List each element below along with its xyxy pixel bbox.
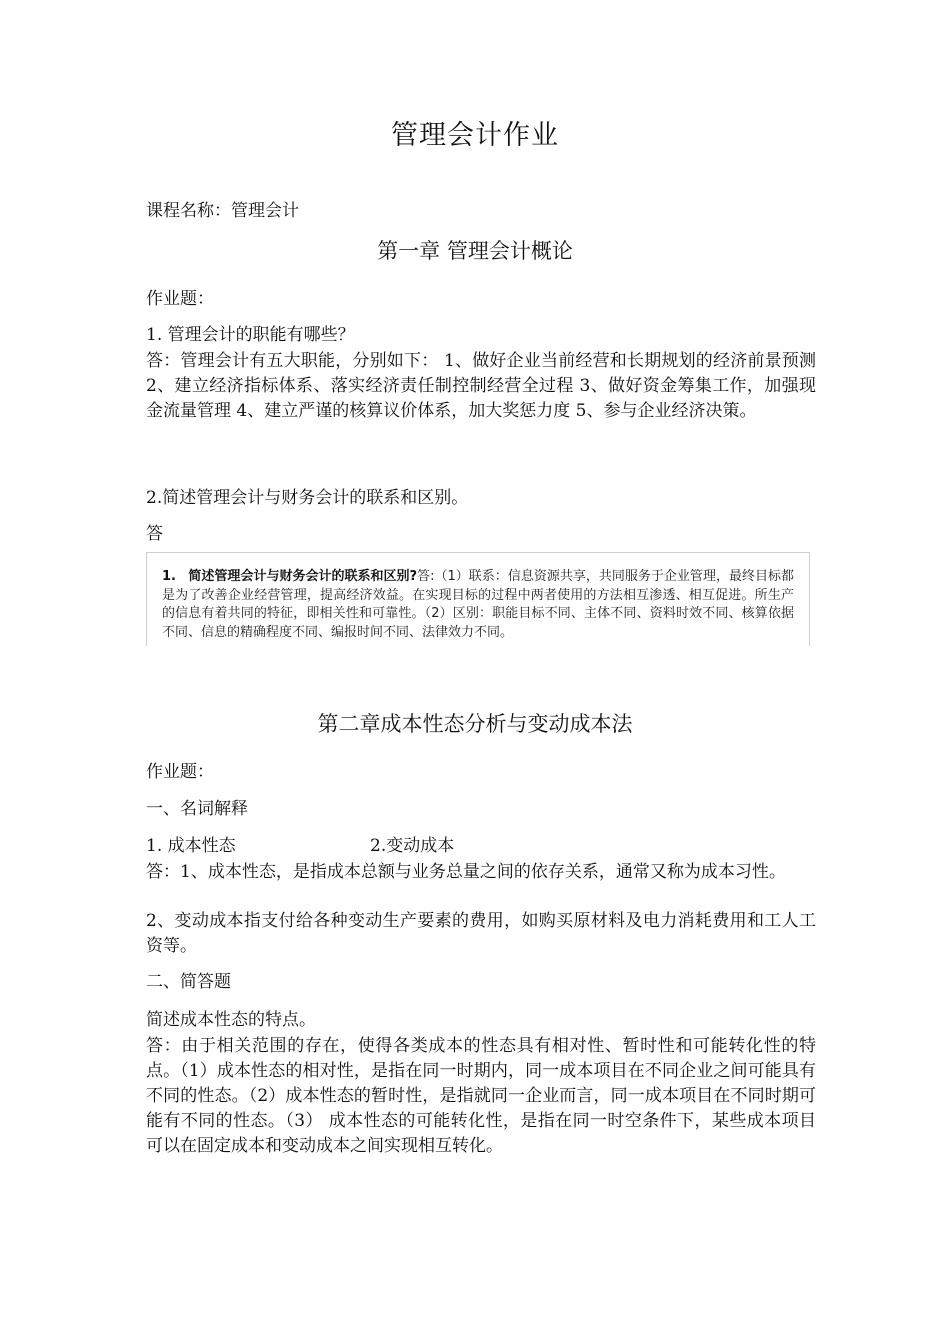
short-answer-text: 答：由于相关范围的存在，使得各类成本的性态具有相对性、暂时性和可能转化性的特点。（1）成本性态的相对性，是指在同一时期内，同一成本项目在不同企业之间可能具有不同的性态。（2）成本性态的暂时性，是指就同一企业而言，同一成本项目在不同时期可能有不同的性态。（3） 成本性态的可能转化性，是指在同一时空条件下，某些成本项目可以在固定成本和变动成本之间实现相互转化。 [146, 1036, 816, 1156]
document-title: 管理会计作业 [391, 120, 559, 151]
term-answer-1: 答：1、成本性态，是指成本总额与业务总量之间的依存关系，通常又称为成本习性。 [146, 862, 786, 882]
section-short-answer: 二、简答题 [146, 972, 231, 992]
excerpt-answer: 答:（1）联系：信息资源共享，共同服务于企业管理，最终目标都是为了改善企业经营管理，提高经济效益。在实现目标的过程中两者使用的方法相互渗透、相互促进。所生产的信息有着共同的特征，即相关性和可靠性。（2）区别：职能目标不同、主体不同、资料时效不同、核算依据不同、信息的精确程度不同、编报时间不同、法律效力不同。 [162, 569, 794, 640]
short-answer-question: 简述成本性态的特点。 [146, 1010, 316, 1030]
course-name: 课程名称：管理会计 [146, 201, 299, 221]
chapter1-homework-label: 作业题： [146, 289, 214, 309]
answer-excerpt-text [162, 568, 794, 642]
section-term-definitions: 一、名词解释 [146, 799, 248, 819]
excerpt-number: 1. [162, 569, 176, 584]
chapter1-answer-2-label: 答 [146, 524, 163, 544]
chapter1-question-2: 2.简述管理会计与财务会计的联系和区别。 [146, 488, 469, 508]
excerpt-question: 简述管理会计与财务会计的联系和区别? [188, 569, 418, 584]
term-2: 2.变动成本 [370, 836, 455, 856]
chapter2-heading: 第二章成本性态分析与变动成本法 [317, 712, 633, 736]
chapter1-answer-1: 答：管理会计有五大职能，分别如下： 1、做好企业当前经营和长期规划的经济前景预测 2、建立经济指标体系、落实经济责任制控制经营全过程 3、做好资金筹集工作，加强现金流量管理 4、建立严谨的核算议价体系，加大奖惩力度 5、参与企业经济决策。 [146, 351, 816, 421]
term-answer-2: 2、变动成本指支付给各种变动生产要素的费用，如购买原材料及电力消耗费用和工人工资等。 [146, 911, 816, 956]
chapter1-question-1: 1. 管理会计的职能有哪些？ [146, 325, 355, 345]
chapter1-heading: 第一章 管理会计概论 [377, 239, 573, 263]
term-1: 1. 成本性态 [146, 836, 236, 856]
chapter2-homework-label: 作业题： [146, 762, 214, 782]
answer-excerpt-image [146, 552, 810, 646]
